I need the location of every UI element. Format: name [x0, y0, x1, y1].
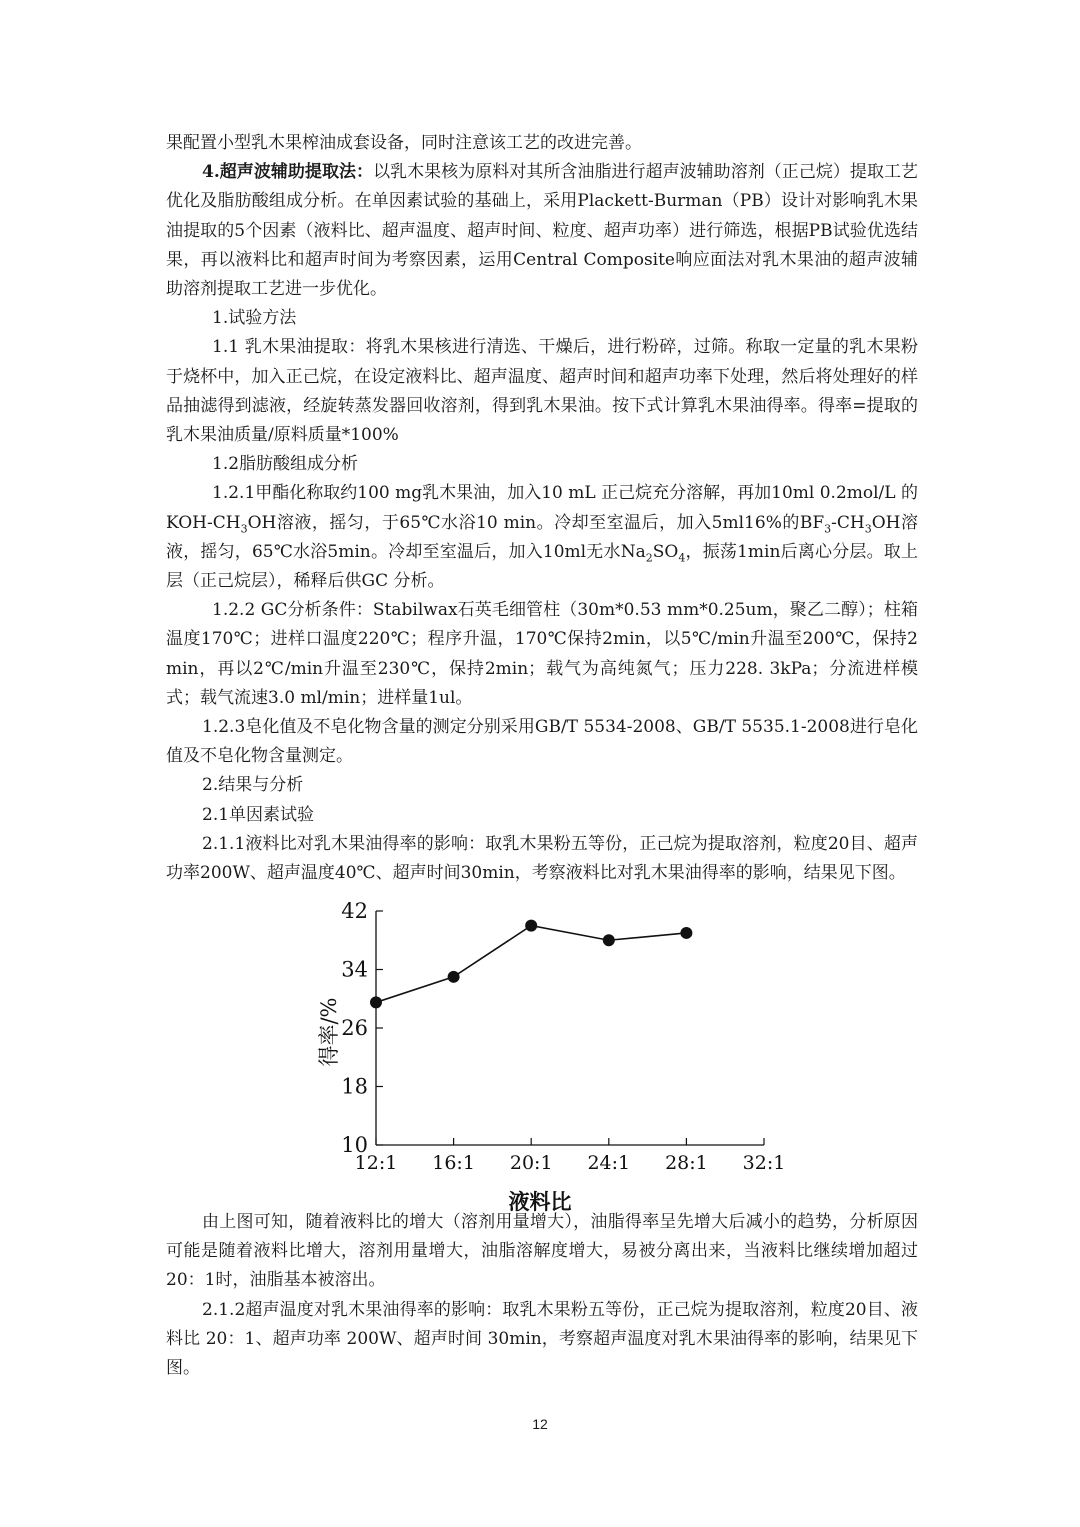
paragraph-ultrasonic-method — [166, 158, 918, 304]
subscript: 4 — [678, 551, 686, 565]
paragraph-gc-conditions: 1.2.2 GC分析条件：Stabilwax石英毛细管柱（30m*0.53 mm*0.25um，聚乙二醇）；柱箱温度170℃；进样口温度220℃；程序升温，170℃保持2min，以5℃/min升温至200℃，保持2 min，再以2℃/min升温至230℃，保持2min；载气为高纯氮气；压力228. 3kPa；分流进样模式；载气流速3.0 ml/min；进样量1ul。 — [166, 600, 918, 708]
x-tick-label: 24:1 — [587, 1152, 631, 1174]
text-run: ，振荡1min后离心分层。取上层（正己烷层），稀释后供GC 分析。 — [166, 541, 919, 592]
y-axis-label: 得率/% — [317, 997, 341, 1067]
paragraph-continuation: 果配置小型乳木果榨油成套设备，同时注意该工艺的改进完善。 — [166, 133, 642, 153]
paragraph-ratio-effect: 2.1.1液料比对乳木果油得率的影响：取乳木果粉五等份，正己烷为提取溶剂，粒度20目、超声功率200W、超声温度40℃、超声时间30min，考察液料比对乳木果油得率的影响，结果见下图。 — [166, 833, 918, 884]
x-tick-label: 12:1 — [354, 1152, 398, 1174]
x-tick-label: 32:1 — [742, 1152, 786, 1174]
data-point — [680, 927, 692, 939]
data-point — [448, 971, 460, 983]
subscript: 3 — [240, 522, 248, 536]
data-point — [603, 934, 615, 946]
paragraph-chart-analysis: 由上图可知，随着液料比的增大（溶剂用量增大），油脂得率呈先增大后减小的趋势，分析原因可能是随着液料比增大，溶剂用量增大，油脂溶解度增大，易被分离出来，当液料比继续增加超过20：1时，油脂基本被溶出。 — [166, 1212, 918, 1291]
text-run: OH溶液，摇匀，65℃水浴5min。冷却至室温后，加入10ml无水Na — [166, 512, 919, 562]
paragraph-oil-extraction: 1.1 乳木果油提取：将乳木果核进行清选、干燥后，进行粉碎，过筛。称取一定量的乳木果粉于烧杯中，加入正己烷，在设定液料比、超声温度、超声时间和超声功率下处理，然后将处理好的样品抽滤得到滤液，经旋转蒸发器回收溶剂，得到乳木果油。按下式计算乳木果油得率。得率=提取的乳木果油质量/原料质量*100% — [166, 337, 918, 446]
y-tick-label: 34 — [341, 957, 368, 982]
y-tick-label: 42 — [341, 899, 368, 923]
text-run: -CH — [831, 512, 865, 533]
paragraph-methylation — [166, 479, 918, 596]
body-text — [166, 129, 918, 888]
y-tick-label: 26 — [341, 1016, 368, 1040]
paragraph-saponification: 1.2.3皂化值及不皂化物含量的测定分别采用GB/T 5534-2008、GB/T 5535.1-2008进行皂化值及不皂化物含量测定。 — [166, 717, 918, 767]
yield-vs-ratio-chart — [300, 895, 800, 1215]
y-tick-label: 18 — [341, 1074, 368, 1099]
heading-fatty-acid: 1.2脂肪酸组成分析 — [212, 454, 359, 475]
data-point — [525, 920, 537, 932]
heading-single-factor: 2.1单因素试验 — [202, 804, 315, 825]
text-run: SO — [652, 541, 679, 562]
subscript: 3 — [864, 522, 872, 536]
y-tick-label: 10 — [341, 1133, 368, 1157]
x-tick-label: 20:1 — [509, 1152, 553, 1174]
x-tick-label: 16:1 — [432, 1152, 475, 1174]
chart-svg — [300, 895, 800, 1215]
heading-test-method: 1.试验方法 — [212, 308, 297, 329]
paragraph-lead-bold: 4.超声波辅助提取法： — [202, 162, 374, 183]
text-run: OH溶液，摇匀，于65℃水浴10 min。冷却至室温后，加入5ml16%的BF — [247, 512, 825, 533]
page-number: 12 — [532, 1416, 548, 1432]
x-tick-label: 28:1 — [665, 1152, 708, 1174]
data-point — [370, 996, 382, 1008]
heading-results: 2.结果与分析 — [202, 775, 304, 796]
text-run: 1.2.1甲酯化称取约100 mg乳木果油，加入10 mL 正己烷充分溶解，再加10ml 0.2mol/L 的KOH-CH — [166, 483, 918, 533]
paragraph-text: 以乳木果核为原料对其所含油脂进行超声波辅助溶剂（正己烷）提取工艺优化及脂肪酸组成分析。在单因素试验的基础上，采用Plackett-Burman（PB）设计对影响乳木果油提取的5个因素（液料比、超声温度、超声时间、粒度、超声功率）进行筛选，根据PB试验优选结果，再以液料比和超声时间为考察因素，运用Central Composite响应面法对乳木果油的超声波辅助溶剂提取工艺进一步优化。 — [166, 162, 919, 300]
body-text-after-chart — [166, 1208, 918, 1383]
x-axis-label: 液料比 — [508, 1190, 572, 1214]
series-line — [376, 926, 686, 1003]
paragraph-temperature-effect: 2.1.2超声温度对乳木果油得率的影响：取乳木果粉五等份，正己烷为提取溶剂，粒度20目、液料比 20：1、超声功率 200W、超声时间 30min，考察超声温度对乳木果油得率的影响，结果见下图。 — [166, 1299, 918, 1379]
subscript: 2 — [645, 551, 653, 565]
subscript: 3 — [824, 522, 832, 536]
